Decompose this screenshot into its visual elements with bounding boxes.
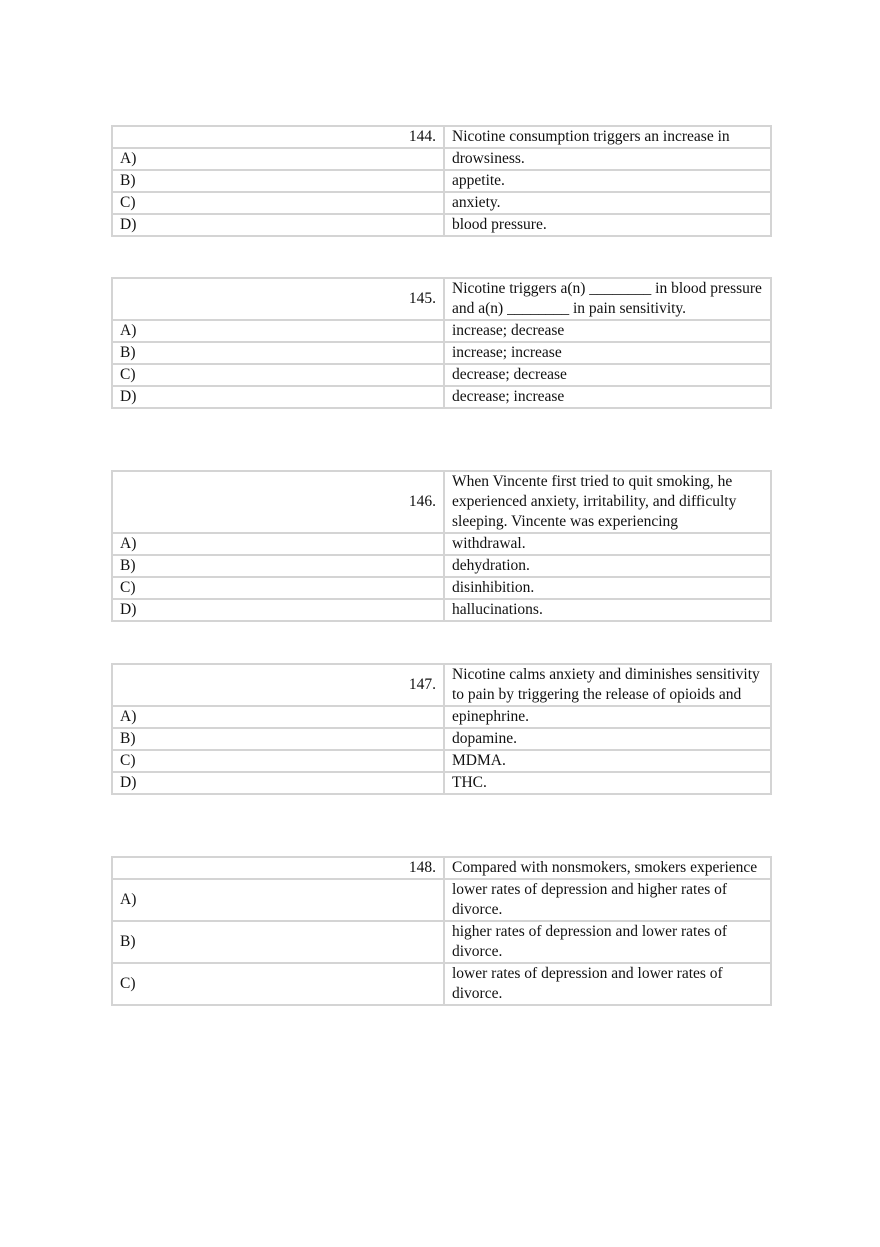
question-147-table	[111, 663, 772, 795]
option-text: appetite.	[444, 170, 771, 192]
option-row	[112, 879, 771, 921]
option-text: higher rates of depression and lower rates of divorce.	[444, 921, 771, 963]
option-letter: B)	[112, 728, 444, 750]
option-row	[112, 772, 771, 794]
option-row	[112, 192, 771, 214]
question-stem: When Vincente first tried to quit smoking, he experienced anxiety, irritability, and difficulty sleeping. Vincente was experiencing	[444, 471, 771, 533]
question-stem: Nicotine calms anxiety and diminishes sensitivity to pain by triggering the release of opioids and	[444, 664, 771, 706]
question-stem: Compared with nonsmokers, smokers experience	[444, 857, 771, 879]
option-text: blood pressure.	[444, 214, 771, 236]
option-row	[112, 750, 771, 772]
option-letter: A)	[112, 879, 444, 921]
option-text: dopamine.	[444, 728, 771, 750]
option-text: decrease; increase	[444, 386, 771, 408]
option-letter: B)	[112, 555, 444, 577]
question-number: 147.	[112, 664, 444, 706]
option-row	[112, 148, 771, 170]
option-text: increase; increase	[444, 342, 771, 364]
option-row	[112, 386, 771, 408]
question-number: 144.	[112, 126, 444, 148]
option-letter: C)	[112, 364, 444, 386]
option-text: drowsiness.	[444, 148, 771, 170]
option-text: withdrawal.	[444, 533, 771, 555]
option-text: disinhibition.	[444, 577, 771, 599]
option-row	[112, 706, 771, 728]
option-text: decrease; decrease	[444, 364, 771, 386]
option-row	[112, 555, 771, 577]
option-text: lower rates of depression and lower rates of divorce.	[444, 963, 771, 1005]
option-row	[112, 599, 771, 621]
option-letter: C)	[112, 577, 444, 599]
option-row	[112, 170, 771, 192]
option-letter: D)	[112, 599, 444, 621]
option-row	[112, 963, 771, 1005]
question-number: 146.	[112, 471, 444, 533]
option-row	[112, 342, 771, 364]
question-stem: Nicotine consumption triggers an increase in	[444, 126, 771, 148]
option-letter: C)	[112, 192, 444, 214]
option-row	[112, 320, 771, 342]
option-text: increase; decrease	[444, 320, 771, 342]
option-letter: D)	[112, 772, 444, 794]
question-stem: Nicotine triggers a(n) ________ in blood pressure and a(n) ________ in pain sensitivity.	[444, 278, 771, 320]
option-text: dehydration.	[444, 555, 771, 577]
option-row	[112, 533, 771, 555]
option-text: hallucinations.	[444, 599, 771, 621]
option-letter: C)	[112, 750, 444, 772]
option-row	[112, 728, 771, 750]
option-text: THC.	[444, 772, 771, 794]
option-letter: A)	[112, 706, 444, 728]
option-text: MDMA.	[444, 750, 771, 772]
option-letter: B)	[112, 342, 444, 364]
option-letter: B)	[112, 921, 444, 963]
option-text: anxiety.	[444, 192, 771, 214]
option-row	[112, 214, 771, 236]
option-row	[112, 921, 771, 963]
question-146-table	[111, 470, 772, 622]
question-row	[112, 857, 771, 879]
option-letter: C)	[112, 963, 444, 1005]
question-number: 145.	[112, 278, 444, 320]
option-text: lower rates of depression and higher rates of divorce.	[444, 879, 771, 921]
question-row	[112, 664, 771, 706]
option-letter: D)	[112, 386, 444, 408]
question-145-table	[111, 277, 772, 409]
option-text: epinephrine.	[444, 706, 771, 728]
question-row	[112, 278, 771, 320]
option-letter: B)	[112, 170, 444, 192]
option-row	[112, 577, 771, 599]
question-148-table	[111, 856, 772, 1006]
option-letter: A)	[112, 533, 444, 555]
question-row	[112, 471, 771, 533]
question-144-table	[111, 125, 772, 237]
option-row	[112, 364, 771, 386]
option-letter: A)	[112, 320, 444, 342]
question-row	[112, 126, 771, 148]
option-letter: A)	[112, 148, 444, 170]
question-number: 148.	[112, 857, 444, 879]
option-letter: D)	[112, 214, 444, 236]
